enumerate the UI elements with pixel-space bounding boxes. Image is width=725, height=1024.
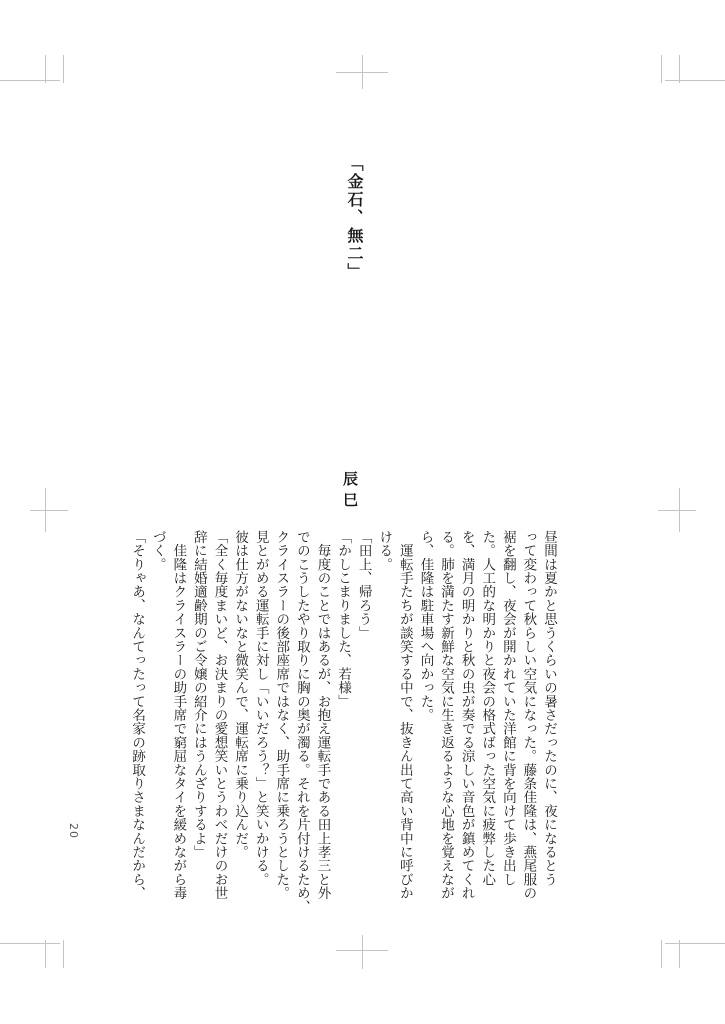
crop-mark (30, 510, 68, 511)
text-column: 「田上、帰ろう」 (355, 530, 372, 640)
text-column: 辞に結婚適齢期のご令嬢の紹介にはうんざりするよ」 (190, 530, 207, 859)
text-column: って変わって秋らしい空気になった。藤条佳隆は、燕尾服の (520, 530, 537, 900)
body-text (127, 530, 559, 914)
text-column: ける。 (376, 530, 393, 572)
crop-mark (661, 55, 662, 83)
crop-mark (679, 488, 680, 532)
crop-mark (679, 940, 680, 968)
crop-mark (0, 943, 60, 944)
text-column: 昼間は夏かと思うくらいの暑さだったのに、夜になるとう (541, 530, 557, 887)
text-column: 見とがめる運転手に対し「いいだろう？」と笑いかける。 (252, 530, 269, 887)
text-column: 毎度のことではあるが、お抱え運転手である田上孝三と外 (314, 530, 331, 900)
text-column: づく。 (149, 530, 166, 572)
crop-mark (661, 940, 662, 968)
text-column: 佳隆はクライスラーの助手席で窮屈なタイを緩めながら毒 (170, 530, 187, 900)
text-column: 「かしこまりました、若様」 (335, 530, 352, 709)
crop-mark (45, 488, 46, 532)
text-column: を、満月の明かりと秋の虫が奏でる涼しい音色が鎮めてくれ (458, 530, 475, 900)
crop-mark (665, 80, 725, 81)
crop-mark (658, 510, 696, 511)
crop-mark (362, 55, 363, 89)
crop-mark (665, 943, 725, 944)
author-name: 辰巳 (341, 471, 359, 513)
text-column: 裾を翻し、夜会が開かれていた洋館に背を向けて歩き出し (499, 530, 516, 887)
crop-mark (362, 935, 363, 969)
text-column: クライスラーの後部座席ではなく、助手席に乗ろうとした。 (273, 530, 290, 900)
crop-mark (63, 940, 64, 968)
crop-mark (63, 55, 64, 83)
crop-mark (45, 940, 46, 968)
crop-mark (0, 80, 60, 81)
text-column: でのこうしたやり取りに胸の奥が濁る。それを片付けるため、 (293, 530, 310, 914)
text-column: 「そりゃあ、なんてったって名家の跡取りさまなんだから、 (129, 530, 146, 900)
text-column: 運転手たちが談笑する中で、抜きん出て高い背中に呼びか (396, 530, 413, 900)
text-column: 彼は仕方がないなと微笑んで、運転席に乗り込んだ。 (232, 530, 249, 859)
page-number: 20 (67, 823, 80, 839)
story-title: 「金石、無二」 (345, 155, 364, 281)
crop-mark (679, 55, 680, 83)
text-column: 「全く毎度まいど、お決まりの愛想笑いとうわべだけのお世 (211, 530, 228, 900)
text-column: る。肺を満たす新鮮な空気に生き返るような心地を覚えなが (438, 530, 455, 900)
text-column: た。人工的な明かりと夜会の格式ばった空気に疲弊した心 (479, 530, 496, 887)
crop-mark (45, 55, 46, 83)
text-column: ら、佳隆は駐車場へ向かった。 (417, 530, 434, 722)
